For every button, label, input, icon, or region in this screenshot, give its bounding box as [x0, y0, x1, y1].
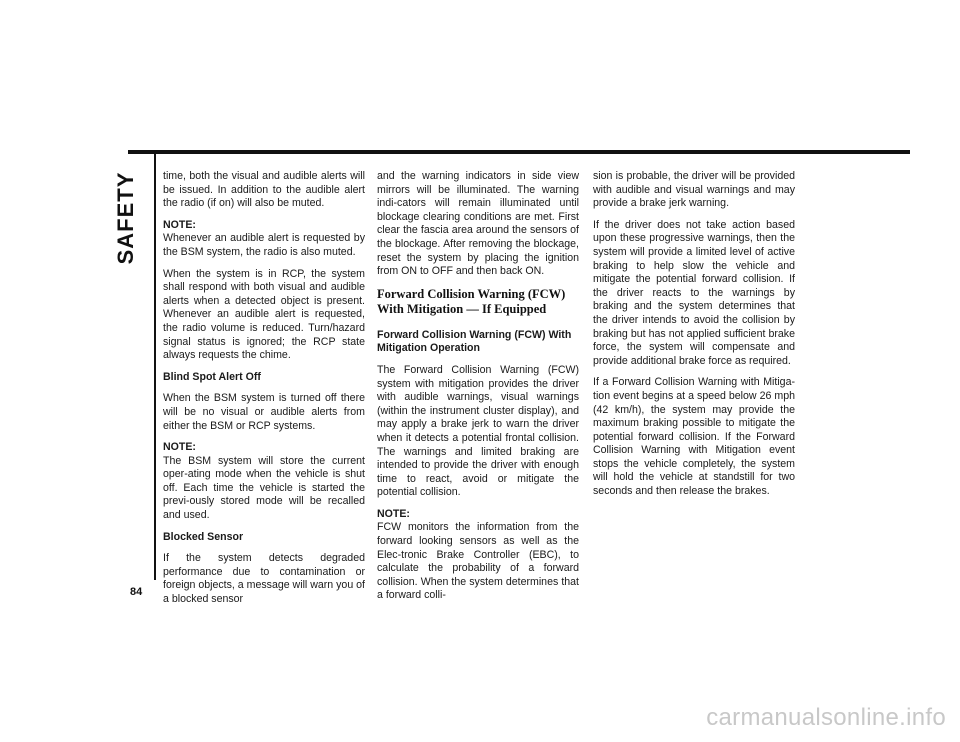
note-text: The BSM system will store the current oper-ating mode when the vehicle is shut off. Each time the vehicle is started the previ-ously stored mode will be recalled and used. [163, 454, 365, 522]
note-label: NOTE: [163, 218, 196, 231]
subheading: Forward Collision Warning (FCW) With Mitigation Operation [377, 328, 572, 355]
paragraph: If a Forward Collision Warning with Mitiga-tion event begins at a speed below 26 mph (42 km/h), the system may provide the maximum braking possible to mitigate the potential forward collision. If the Forward Collision Warning with Mitigation event stops the vehicle completely, the system will hold the vehicle at standstill for two seconds and then release the brakes. [593, 376, 795, 498]
section-tab: SAFETY [113, 171, 138, 265]
note-text: FCW monitors the information from the forward looking sensors as well as the Elec-tronic Brake Controller (EBC), to calculate the probability of a forward collision. When the system determines that a forward colli- [377, 521, 579, 602]
subheading: Blocked Sensor [163, 530, 244, 543]
header-rule [128, 150, 910, 154]
text-column-1 [163, 170, 365, 615]
note-text: Whenever an audible alert is requested by the BSM system, the radio is also muted. [163, 232, 365, 258]
watermark: carmanualsonline.info [706, 704, 946, 731]
paragraph: When the system is in RCP, the system shall respond with both visual and audible alerts when a detected object is present. Whenever an audible alert is requested, the radio volume is reduced. Turn/hazard signal status is ignored; the RCP state always requests the chime. [163, 267, 365, 362]
side-rule [154, 150, 156, 580]
paragraph: time, both the visual and audible alerts will be issued. In addition to the audible alert the radio (if on) will also be muted. [163, 170, 365, 210]
paragraph: The Forward Collision Warning (FCW) system with mitigation provides the driver with audible warnings, visual warnings (within the instrument cluster display), and may apply a brake jerk to warn the driver when it detects a potential frontal collision. The warnings and limited braking are intended to provide the driver with enough time to react, avoid or mitigate the potential collision. [377, 363, 579, 499]
paragraph: If the driver does not take action based upon these progressive warnings, then the system will provide a limited level of active braking to help slow the vehicle and mitigate the potential forward collision. If the driver reacts to the warnings by braking and the system determines that the driver intends to avoid the collision by braking but has not applied sufficient brake force, the system will compensate and provide additional brake force as required. [593, 218, 795, 367]
paragraph: If the system detects degraded performance due to contamination or foreign objects, a message will warn you of a blocked sensor [163, 552, 365, 606]
paragraph: When the BSM system is turned off there will be no visual or audible alerts from either the BSM or RCP systems. [163, 392, 365, 432]
paragraph: sion is probable, the driver will be provided with audible and visual warnings and may provide a brake jerk warning. [593, 170, 795, 210]
note-label: NOTE: [377, 507, 410, 520]
paragraph: and the warning indicators in side view mirrors will be illuminated. The warning indi-cators will remain illuminated until blockage clearing conditions are met. First clear the fascia area around the sensors of the blockage. After removing the blockage, reset the system by placing the ignition from ON to OFF and then back ON. [377, 170, 579, 278]
section-heading: Forward Collision Warning (FCW) With Mitigation — If Equipped [377, 286, 566, 316]
subheading: Blind Spot Alert Off [163, 370, 261, 383]
page-number: 84 [130, 586, 143, 598]
note-label: NOTE: [163, 441, 196, 454]
text-column-3 [593, 170, 795, 507]
text-column-2 [377, 170, 579, 611]
